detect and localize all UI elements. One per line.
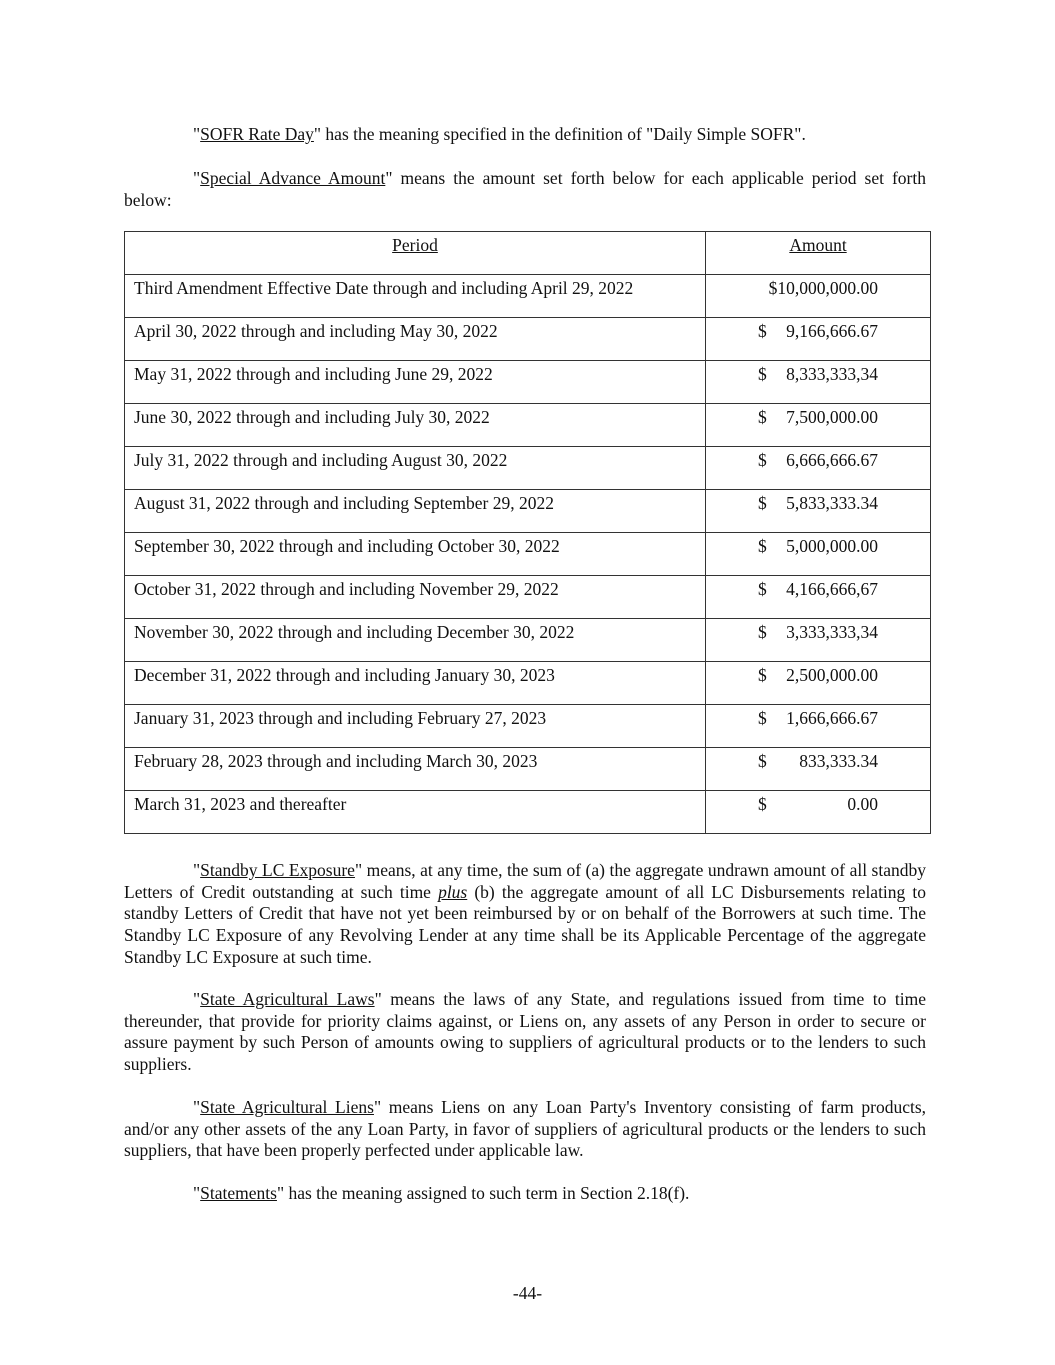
period-text: November 30, 2022 through and including December 30, 2022 — [134, 622, 575, 642]
dollar-sign: $ — [758, 622, 767, 642]
table-body — [125, 275, 931, 834]
period-cell — [125, 619, 706, 662]
definition-state-agricultural-laws: "State Agricultural Laws" means the laws of any State, and regulations issued from time to time thereunder, that provide for priority claims against, or Liens on, any assets of any Person in order to secure or assure payment by such Person of amounts owing to suppliers of agricultural products or to the lenders to such suppliers. — [124, 989, 926, 1075]
period-text: September 30, 2022 through and including October 30, 2022 — [134, 536, 560, 556]
period-cell — [125, 791, 706, 834]
amount-wrapper — [706, 318, 930, 360]
table-row — [125, 705, 931, 748]
definition-sofr-rate-day: "SOFR Rate Day" has the meaning specified in the definition of "Daily Simple SOFR". — [193, 124, 806, 144]
defined-term: Statements — [200, 1183, 277, 1203]
table-row — [125, 619, 931, 662]
amount-wrapper — [706, 447, 930, 489]
amount-wrapper — [706, 404, 930, 446]
definition-state-agricultural-liens: "State Agricultural Liens" means Liens on any Loan Party's Inventory consisting of farm products, and/or any other assets of the any Loan Party, in favor of suppliers of agricultural products or the lenders to such suppliers, that have been properly perfected under applicable law. — [124, 1097, 927, 1161]
table-row — [125, 318, 931, 361]
amount-wrapper — [706, 361, 930, 403]
period-text: February 28, 2023 through and including March 30, 2023 — [134, 751, 538, 771]
definition-special-advance-amount: "Special Advance Amount" means the amount set forth below for each applicable period set forth below: — [124, 168, 926, 210]
defined-term: Standby LC Exposure — [200, 860, 355, 880]
amount-value: 3,333,333,34 — [786, 622, 878, 642]
period-cell — [125, 275, 706, 318]
defined-term: State Agricultural Liens — [200, 1097, 374, 1117]
period-cell — [125, 533, 706, 576]
special-advance-amount-table — [124, 231, 931, 834]
dollar-sign: $ — [758, 536, 767, 556]
amount-cell — [706, 619, 931, 662]
amount-value: 5,833,333.34 — [786, 493, 878, 513]
defined-term: SOFR Rate Day — [200, 124, 314, 144]
table-row — [125, 447, 931, 490]
table-row — [125, 404, 931, 447]
definition-standby-lc-exposure: "Standby LC Exposure" means, at any time, the sum of (a) the aggregate undrawn amount of all standby Letters of Credit outstanding at such time plus (b) the aggregate amount of all LC Disbursements relating to standby Letters of Credit that have not yet been reimbursed by or on behalf of the Borrowers at such time. The Standby LC Exposure of any Revolving Lender at any time shall be its Applicable Percentage of the aggregate Standby LC Exposure at such time. — [124, 860, 927, 967]
period-cell — [125, 662, 706, 705]
amount-wrapper — [706, 748, 930, 790]
emphasis-plus: plus — [438, 881, 468, 902]
dollar-sign: $ — [758, 751, 767, 771]
amount-cell — [706, 318, 931, 361]
table-row — [125, 361, 931, 404]
period-text: October 31, 2022 through and including November 29, 2022 — [134, 579, 559, 599]
amount-cell — [706, 705, 931, 748]
amount-wrapper — [706, 533, 930, 575]
period-cell — [125, 361, 706, 404]
table-row — [125, 490, 931, 533]
dollar-sign: $ — [758, 364, 767, 384]
amount-wrapper — [706, 275, 930, 317]
amount-value: 4,166,666,67 — [786, 579, 878, 599]
defined-term: State Agricultural Laws — [200, 989, 375, 1009]
amount-value: 7,500,000.00 — [786, 407, 878, 427]
period-cell — [125, 404, 706, 447]
defined-term: Special Advance Amount — [200, 168, 386, 188]
dollar-sign: $ — [758, 321, 767, 341]
amount-header: Amount — [706, 232, 931, 275]
amount-value: $10,000,000.00 — [768, 278, 878, 298]
amount-wrapper — [706, 576, 930, 618]
amount-cell — [706, 748, 931, 791]
table-row — [125, 748, 931, 791]
dollar-sign: $ — [758, 407, 767, 427]
period-cell — [125, 447, 706, 490]
definition-text: " has the meaning assigned to such term in Section 2.18(f). — [276, 1183, 690, 1203]
amount-value: 6,666,666.67 — [786, 450, 878, 470]
period-text: January 31, 2023 through and including February 27, 2023 — [134, 708, 547, 728]
amount-cell — [706, 791, 931, 834]
definition-text: " means the laws of any State, and regulations issued from time to time thereunder, that provide for priority claims against, or Liens on, any assets of any Person in order to secure or assure payment by such Person of amounts owing to suppliers of agricultural products or to the lenders to such suppliers. — [124, 989, 926, 1075]
period-cell — [125, 576, 706, 619]
period-text: Third Amendment Effective Date through and including April 29, 2022 — [134, 278, 634, 298]
dollar-sign: $ — [758, 665, 767, 685]
table-row — [125, 275, 931, 318]
definition-text: " means the amount set forth below for each applicable period set forth below: — [124, 168, 926, 210]
period-header: Period — [125, 232, 706, 275]
period-cell — [125, 318, 706, 361]
period-cell — [125, 705, 706, 748]
table-row — [125, 533, 931, 576]
amount-cell — [706, 361, 931, 404]
table-row — [125, 791, 931, 834]
period-text: August 31, 2022 through and including September 29, 2022 — [134, 493, 554, 513]
period-text: April 30, 2022 through and including May 30, 2022 — [134, 321, 498, 341]
amount-value: 9,166,666.67 — [786, 321, 878, 341]
amount-cell — [706, 275, 931, 318]
amount-value: 1,666,666.67 — [786, 708, 878, 728]
definition-text: " means, at any time, the sum of (a) the aggregate undrawn amount of all standby Letters of Credit outstanding at such time — [124, 860, 926, 902]
page-number: -44- — [512, 1283, 543, 1303]
dollar-sign: $ — [758, 579, 767, 599]
amount-cell — [706, 404, 931, 447]
amount-cell — [706, 576, 931, 619]
period-cell — [125, 748, 706, 791]
table-header-row — [125, 232, 931, 275]
definition-text: (b) the aggregate amount of all LC Disbursements relating to standby Letters of Credit that have not yet been reimbursed by or on behalf of the Borrowers at such time. The Standby LC Exposure of any Revolving Lender at any time shall be its Applicable Percentage of the aggregate Standby LC Exposure at such time. — [124, 881, 927, 967]
amount-cell — [706, 490, 931, 533]
amount-wrapper — [706, 705, 930, 747]
dollar-sign: $ — [758, 708, 767, 728]
definition-text: " has the meaning specified in the definition of "Daily Simple SOFR". — [313, 124, 806, 144]
period-text: March 31, 2023 and thereafter — [134, 794, 347, 814]
table-row — [125, 576, 931, 619]
amount-value: 833,333.34 — [799, 751, 878, 771]
amount-cell — [706, 533, 931, 576]
period-text: May 31, 2022 through and including June 29, 2022 — [134, 364, 493, 384]
period-cell — [125, 490, 706, 533]
period-text: December 31, 2022 through and including January 30, 2023 — [134, 665, 555, 685]
amount-value: 8,333,333,34 — [786, 364, 878, 384]
amount-value: 2,500,000.00 — [786, 665, 878, 685]
period-text: July 31, 2022 through and including August 30, 2022 — [134, 450, 508, 470]
dollar-sign: $ — [758, 450, 767, 470]
amount-wrapper — [706, 662, 930, 704]
definition-text: " means Liens on any Loan Party's Inventory consisting of farm products, and/or any other assets of the any Loan Party, in favor of suppliers of agricultural products or the lenders to such suppliers, that have been properly perfected under applicable law. — [124, 1097, 927, 1161]
period-text: June 30, 2022 through and including July 30, 2022 — [134, 407, 490, 427]
amount-wrapper — [706, 490, 930, 532]
amount-cell — [706, 662, 931, 705]
amount-value: 5,000,000.00 — [786, 536, 878, 556]
dollar-sign: $ — [758, 493, 767, 513]
dollar-sign: $ — [758, 794, 767, 814]
amount-value: 0.00 — [847, 794, 878, 814]
amount-wrapper — [706, 791, 930, 833]
table-row — [125, 662, 931, 705]
amount-cell — [706, 447, 931, 490]
definition-statements: "Statements" has the meaning assigned to such term in Section 2.18(f). — [193, 1183, 690, 1203]
amount-wrapper — [706, 619, 930, 661]
